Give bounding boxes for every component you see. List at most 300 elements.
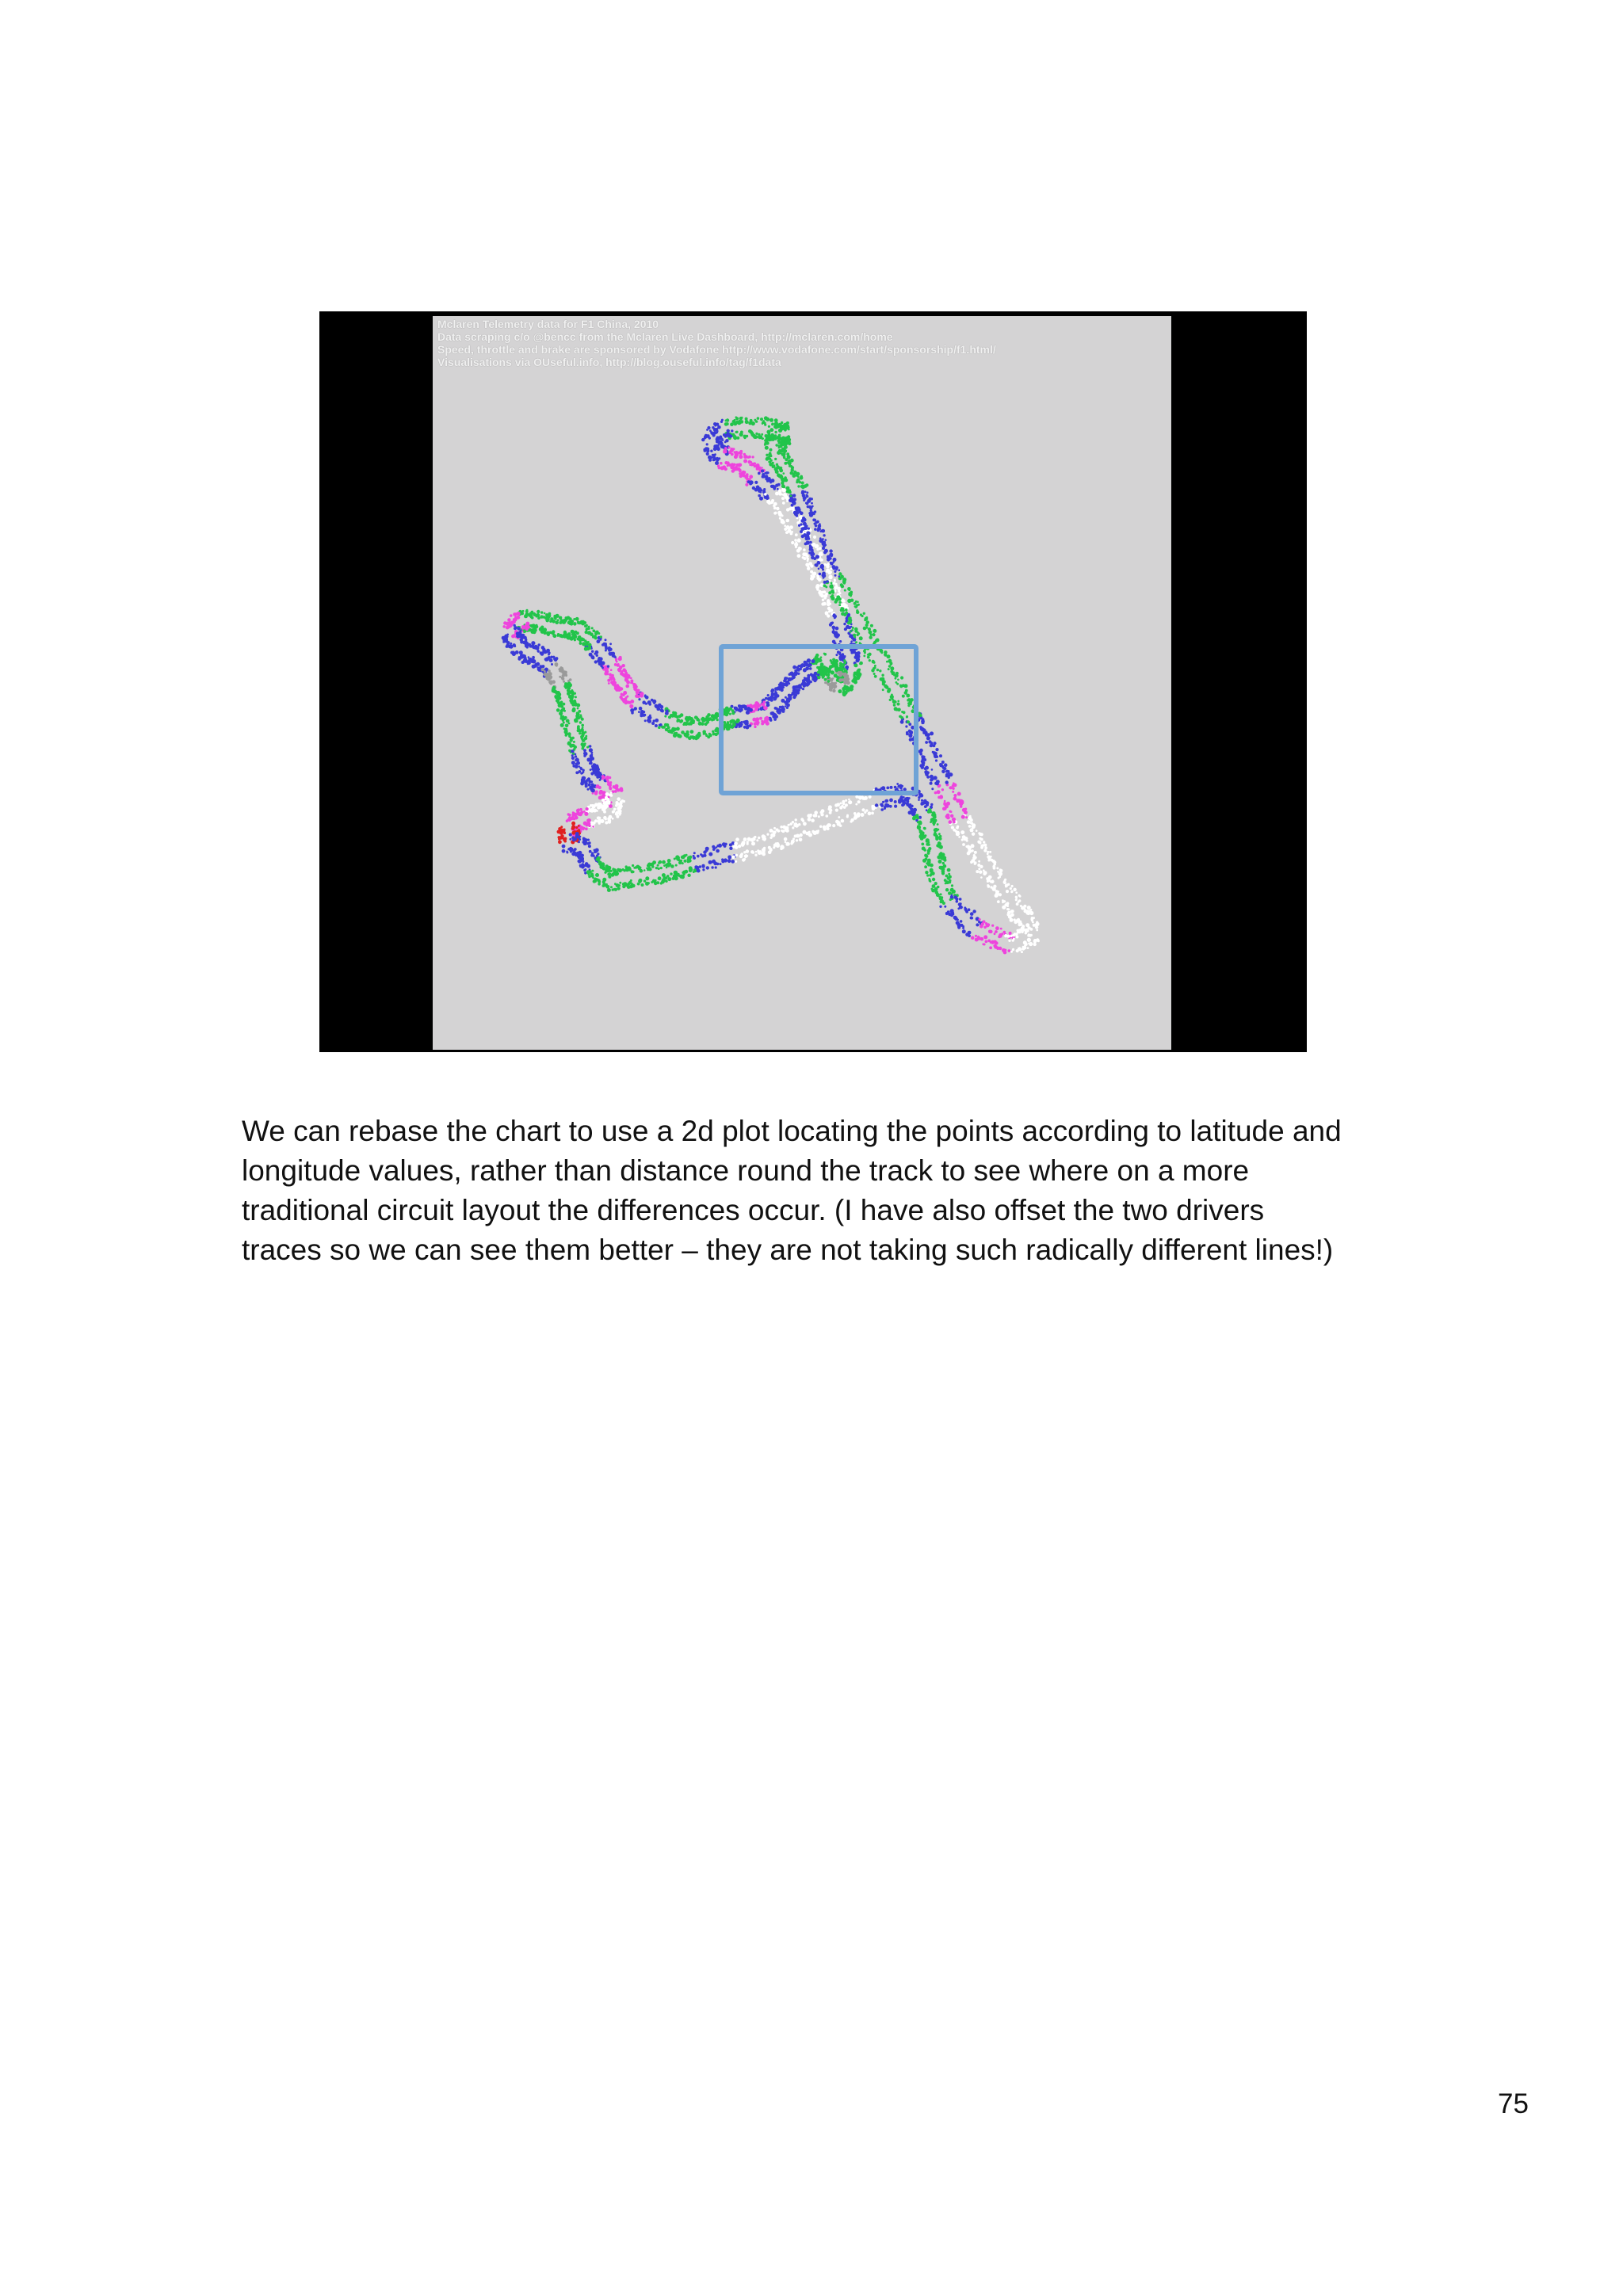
telemetry-dot bbox=[912, 810, 916, 814]
telemetry-dot bbox=[570, 737, 572, 739]
telemetry-dot bbox=[585, 643, 589, 646]
telemetry-dot bbox=[979, 837, 981, 840]
telemetry-dot bbox=[759, 707, 763, 711]
telemetry-dot bbox=[856, 605, 858, 607]
telemetry-dot bbox=[763, 706, 766, 709]
telemetry-dot bbox=[572, 832, 575, 834]
telemetry-dot bbox=[586, 807, 589, 810]
telemetry-dot bbox=[766, 440, 769, 443]
telemetry-dot bbox=[823, 551, 827, 554]
telemetry-dot bbox=[559, 831, 563, 834]
telemetry-dot bbox=[592, 792, 594, 795]
telemetry-dot bbox=[556, 708, 560, 712]
telemetry-dot bbox=[620, 788, 624, 792]
telemetry-dot bbox=[901, 785, 903, 788]
telemetry-dot bbox=[506, 641, 510, 645]
telemetry-dot bbox=[651, 722, 655, 725]
telemetry-dot bbox=[834, 583, 837, 585]
telemetry-dot bbox=[648, 868, 651, 871]
telemetry-dot bbox=[825, 539, 827, 541]
track-trace-svg bbox=[433, 316, 1171, 1050]
telemetry-dot bbox=[962, 927, 964, 929]
plot-header-line: Visualisations via OUseful.info, http://blog.ouseful.info/tag/f1data bbox=[437, 356, 781, 368]
telemetry-dot bbox=[747, 726, 749, 728]
telemetry-dot bbox=[525, 610, 529, 613]
telemetry-dot bbox=[811, 659, 815, 663]
telemetry-dot bbox=[711, 456, 713, 459]
telemetry-dot bbox=[774, 458, 777, 460]
telemetry-dot bbox=[1018, 901, 1020, 903]
telemetry-dot bbox=[886, 661, 888, 663]
telemetry-dot bbox=[952, 784, 955, 788]
telemetry-dot bbox=[922, 718, 925, 721]
telemetry-dot bbox=[857, 800, 861, 803]
telemetry-dot bbox=[899, 685, 903, 688]
telemetry-dot bbox=[945, 888, 949, 891]
telemetry-dot bbox=[571, 822, 575, 826]
telemetry-dot bbox=[647, 700, 651, 704]
telemetry-dot bbox=[787, 842, 790, 845]
telemetry-dot bbox=[749, 475, 753, 479]
telemetry-dot bbox=[773, 827, 776, 830]
telemetry-dot bbox=[734, 707, 737, 710]
telemetry-dot bbox=[693, 852, 696, 854]
telemetry-dot bbox=[617, 872, 619, 875]
telemetry-dot bbox=[827, 563, 830, 565]
telemetry-dot bbox=[896, 708, 899, 711]
telemetry-dot bbox=[812, 505, 814, 508]
telemetry-dot bbox=[770, 711, 774, 715]
telemetry-dot bbox=[819, 523, 821, 525]
telemetry-dot bbox=[701, 438, 705, 441]
telemetry-dot bbox=[918, 799, 920, 801]
telemetry-dot bbox=[665, 880, 667, 883]
telemetry-dot bbox=[699, 865, 702, 868]
telemetry-dot bbox=[867, 656, 870, 659]
telemetry-dot bbox=[619, 814, 621, 816]
telemetry-dot bbox=[671, 727, 674, 730]
telemetry-dot bbox=[826, 565, 829, 568]
telemetry-dot bbox=[856, 814, 860, 818]
telemetry-dot bbox=[738, 726, 740, 728]
telemetry-dot bbox=[727, 429, 730, 433]
telemetry-dot bbox=[751, 463, 754, 466]
telemetry-dot bbox=[1007, 935, 1010, 938]
telemetry-dot bbox=[786, 498, 789, 501]
telemetry-dot bbox=[944, 763, 948, 767]
telemetry-dot bbox=[976, 923, 979, 926]
telemetry-dot bbox=[950, 814, 953, 818]
telemetry-dot bbox=[665, 711, 669, 715]
telemetry-dot bbox=[792, 837, 795, 840]
telemetry-dot bbox=[795, 533, 798, 536]
telemetry-dot bbox=[680, 860, 683, 863]
telemetry-dot bbox=[827, 580, 829, 582]
telemetry-dot bbox=[588, 841, 590, 844]
telemetry-dot bbox=[930, 803, 933, 806]
telemetry-dot bbox=[706, 452, 709, 456]
telemetry-dot bbox=[702, 868, 705, 871]
telemetry-dot bbox=[827, 614, 830, 617]
telemetry-dot bbox=[578, 635, 582, 639]
telemetry-dot bbox=[651, 699, 654, 702]
telemetry-dot bbox=[761, 467, 763, 469]
telemetry-dot bbox=[781, 845, 785, 849]
telemetry-dot bbox=[675, 855, 679, 859]
telemetry-dot bbox=[773, 830, 776, 833]
telemetry-dot bbox=[828, 610, 831, 612]
telemetry-dot bbox=[893, 704, 896, 707]
telemetry-dot bbox=[670, 864, 674, 868]
telemetry-dot bbox=[888, 659, 892, 663]
telemetry-dot bbox=[1008, 940, 1010, 942]
telemetry-dot bbox=[980, 925, 983, 929]
telemetry-dot bbox=[830, 596, 832, 598]
telemetry-dot bbox=[794, 539, 797, 542]
telemetry-dot bbox=[788, 429, 790, 431]
telemetry-dot bbox=[953, 797, 957, 801]
telemetry-dot bbox=[706, 443, 708, 445]
telemetry-dot bbox=[766, 833, 769, 836]
telemetry-dot bbox=[607, 888, 611, 892]
telemetry-dot bbox=[731, 463, 735, 467]
telemetry-dot bbox=[792, 675, 794, 677]
telemetry-dot bbox=[1015, 896, 1018, 898]
telemetry-dot bbox=[716, 440, 720, 443]
telemetry-dot bbox=[586, 779, 589, 782]
telemetry-dot bbox=[858, 795, 862, 799]
telemetry-dot bbox=[619, 882, 621, 884]
telemetry-dot bbox=[587, 818, 591, 822]
telemetry-dot bbox=[769, 829, 773, 833]
telemetry-dot bbox=[808, 818, 812, 822]
telemetry-dot bbox=[828, 805, 832, 809]
telemetry-dot bbox=[545, 657, 549, 661]
telemetry-dot bbox=[643, 869, 646, 871]
telemetry-dot bbox=[782, 502, 785, 505]
telemetry-dot bbox=[949, 879, 952, 883]
telemetry-dot bbox=[942, 868, 945, 871]
telemetry-dot bbox=[573, 700, 576, 703]
telemetry-dot bbox=[771, 423, 773, 425]
telemetry-dot bbox=[596, 786, 599, 789]
telemetry-dot bbox=[645, 882, 649, 886]
telemetry-dot bbox=[761, 469, 764, 472]
telemetry-dot bbox=[943, 802, 945, 804]
telemetry-dot bbox=[1036, 938, 1039, 941]
telemetry-dot bbox=[666, 875, 670, 878]
telemetry-dot bbox=[1006, 908, 1009, 910]
telemetry-dot bbox=[608, 872, 611, 875]
telemetry-dot bbox=[974, 863, 976, 865]
telemetry-dot bbox=[889, 699, 892, 701]
telemetry-dot bbox=[739, 722, 742, 725]
telemetry-dot bbox=[996, 867, 999, 869]
telemetry-dot bbox=[922, 722, 924, 724]
telemetry-dot bbox=[549, 681, 552, 685]
telemetry-dot bbox=[990, 859, 993, 862]
telemetry-dot bbox=[998, 877, 1000, 879]
telemetry-dot bbox=[613, 808, 617, 811]
telemetry-dot bbox=[737, 708, 741, 712]
telemetry-dot bbox=[980, 876, 983, 879]
telemetry-dot bbox=[677, 719, 681, 723]
telemetry-dot bbox=[792, 821, 794, 823]
telemetry-dot bbox=[610, 791, 613, 794]
telemetry-dot bbox=[587, 839, 590, 841]
telemetry-dot bbox=[949, 810, 951, 813]
telemetry-dot bbox=[933, 742, 936, 745]
telemetry-dot bbox=[977, 936, 981, 940]
telemetry-dot bbox=[621, 699, 624, 701]
telemetry-dot bbox=[582, 860, 584, 863]
telemetry-dot bbox=[584, 742, 586, 745]
telemetry-dot bbox=[764, 424, 766, 426]
telemetry-dot bbox=[698, 722, 702, 726]
telemetry-dot bbox=[874, 675, 877, 678]
telemetry-dot bbox=[537, 610, 540, 613]
telemetry-dot bbox=[532, 644, 534, 646]
telemetry-dot bbox=[731, 860, 735, 864]
telemetry-dot bbox=[582, 638, 585, 641]
telemetry-dot bbox=[557, 830, 560, 833]
telemetry-dot bbox=[585, 631, 588, 634]
telemetry-dot bbox=[781, 521, 785, 524]
telemetry-dot bbox=[983, 841, 985, 843]
telemetry-dot bbox=[531, 630, 535, 634]
telemetry-dot bbox=[978, 860, 980, 863]
telemetry-dot bbox=[754, 722, 757, 725]
telemetry-dot bbox=[831, 585, 834, 589]
telemetry-dot bbox=[785, 527, 789, 530]
telemetry-dot bbox=[834, 687, 836, 689]
telemetry-dot bbox=[607, 679, 610, 682]
telemetry-dot bbox=[815, 563, 818, 566]
telemetry-dot bbox=[971, 936, 975, 940]
telemetry-dot bbox=[582, 738, 586, 742]
telemetry-dot bbox=[770, 479, 774, 482]
telemetry-dot bbox=[610, 681, 614, 685]
telemetry-dot bbox=[979, 871, 982, 874]
caption-line: traditional circuit layout the differences occur. (I have also offset the two drivers bbox=[242, 1194, 1265, 1226]
telemetry-dot bbox=[784, 462, 787, 465]
telemetry-dot bbox=[666, 709, 668, 711]
telemetry-dot bbox=[968, 816, 972, 820]
telemetry-dot bbox=[652, 860, 656, 864]
telemetry-dot bbox=[1012, 934, 1015, 937]
telemetry-dot bbox=[731, 856, 735, 860]
telemetry-dot bbox=[1018, 894, 1021, 897]
telemetry-dot bbox=[558, 840, 562, 844]
telemetry-dot bbox=[995, 890, 999, 893]
telemetry-dot bbox=[869, 659, 871, 662]
telemetry-dot bbox=[824, 653, 827, 656]
telemetry-dot bbox=[956, 831, 960, 835]
telemetry-dot bbox=[902, 684, 905, 687]
telemetry-dot bbox=[544, 629, 547, 631]
telemetry-dot bbox=[589, 745, 591, 747]
telemetry-dot bbox=[745, 420, 749, 424]
telemetry-dot bbox=[772, 465, 774, 467]
telemetry-dot bbox=[608, 682, 610, 685]
telemetry-dot bbox=[784, 837, 788, 841]
telemetry-dot bbox=[576, 712, 580, 716]
telemetry-dot bbox=[563, 631, 567, 634]
telemetry-dot bbox=[873, 666, 876, 669]
telemetry-dot bbox=[716, 849, 720, 853]
telemetry-dot bbox=[584, 752, 588, 756]
telemetry-dot bbox=[510, 645, 514, 649]
telemetry-dot bbox=[926, 874, 929, 876]
telemetry-dot bbox=[570, 848, 573, 851]
telemetry-dot bbox=[832, 677, 834, 680]
telemetry-dot bbox=[808, 562, 812, 566]
telemetry-dot bbox=[744, 475, 747, 478]
slide-figure bbox=[319, 311, 1307, 1052]
telemetry-dot bbox=[955, 918, 957, 921]
telemetry-dot bbox=[828, 607, 831, 610]
telemetry-dot bbox=[773, 506, 777, 509]
telemetry-dot bbox=[617, 663, 620, 666]
telemetry-dot bbox=[1027, 906, 1031, 910]
telemetry-dot bbox=[758, 850, 762, 853]
telemetry-dot bbox=[847, 688, 850, 690]
telemetry-dot bbox=[598, 632, 600, 635]
telemetry-dot bbox=[571, 825, 575, 829]
telemetry-dot bbox=[594, 791, 598, 795]
telemetry-dot bbox=[814, 810, 818, 814]
telemetry-dot bbox=[578, 856, 580, 859]
telemetry-dot bbox=[579, 770, 582, 773]
telemetry-dot bbox=[917, 826, 919, 829]
telemetry-dot bbox=[570, 850, 572, 852]
telemetry-dot bbox=[830, 683, 832, 685]
telemetry-dot bbox=[854, 605, 857, 608]
telemetry-dot bbox=[658, 876, 662, 880]
telemetry-dot bbox=[763, 847, 766, 849]
telemetry-dot bbox=[919, 749, 923, 753]
telemetry-dot bbox=[857, 601, 859, 603]
telemetry-dot bbox=[889, 799, 893, 803]
telemetry-dot bbox=[953, 829, 956, 832]
telemetry-dot bbox=[838, 816, 840, 818]
telemetry-dot bbox=[585, 828, 588, 831]
telemetry-dot bbox=[837, 822, 841, 826]
telemetry-dot bbox=[825, 673, 827, 676]
telemetry-dot bbox=[660, 708, 664, 712]
telemetry-dot bbox=[960, 920, 963, 923]
telemetry-dot bbox=[1008, 949, 1011, 952]
telemetry-dot bbox=[615, 813, 618, 816]
telemetry-dot bbox=[711, 719, 713, 721]
telemetry-dot bbox=[713, 429, 716, 432]
telemetry-dot bbox=[838, 689, 842, 693]
telemetry-dot bbox=[763, 839, 766, 841]
telemetry-dot bbox=[748, 429, 752, 433]
telemetry-dot bbox=[868, 627, 871, 631]
telemetry-dot bbox=[959, 906, 963, 910]
telemetry-dot bbox=[938, 845, 941, 849]
telemetry-dot bbox=[748, 421, 751, 425]
telemetry-dot bbox=[727, 860, 731, 864]
telemetry-dot bbox=[853, 634, 856, 637]
telemetry-dot bbox=[959, 898, 962, 901]
telemetry-dot bbox=[815, 830, 819, 833]
telemetry-dot bbox=[748, 460, 752, 464]
page-number: 75 bbox=[1498, 2088, 1529, 2119]
telemetry-dot bbox=[552, 656, 555, 658]
telemetry-dot bbox=[618, 884, 621, 887]
telemetry-dot bbox=[928, 847, 931, 850]
telemetry-dot bbox=[902, 695, 905, 698]
telemetry-dot bbox=[774, 467, 778, 471]
telemetry-dot bbox=[625, 673, 628, 676]
telemetry-dot bbox=[680, 719, 683, 723]
telemetry-dot bbox=[575, 757, 579, 761]
telemetry-dot bbox=[567, 818, 571, 822]
telemetry-dot bbox=[854, 664, 858, 668]
telemetry-dot bbox=[1033, 924, 1036, 927]
telemetry-dot bbox=[538, 669, 541, 672]
telemetry-dot bbox=[675, 864, 678, 867]
telemetry-dot bbox=[903, 803, 905, 806]
telemetry-dot bbox=[638, 698, 640, 700]
telemetry-dot bbox=[972, 910, 976, 913]
telemetry-dot bbox=[1028, 933, 1030, 936]
telemetry-dot bbox=[563, 681, 565, 683]
telemetry-dot bbox=[872, 633, 875, 636]
telemetry-dot bbox=[552, 689, 556, 693]
telemetry-dot bbox=[756, 486, 760, 490]
telemetry-dot bbox=[568, 814, 571, 816]
telemetry-dot bbox=[563, 727, 566, 730]
telemetry-dot bbox=[731, 449, 734, 452]
telemetry-dot bbox=[526, 612, 529, 615]
telemetry-dot bbox=[588, 784, 591, 787]
telemetry-dot bbox=[569, 678, 572, 681]
telemetry-dot bbox=[789, 507, 792, 510]
telemetry-dot bbox=[559, 634, 563, 638]
telemetry-dot bbox=[632, 864, 634, 867]
telemetry-dot bbox=[834, 586, 837, 589]
telemetry-dot bbox=[586, 647, 590, 650]
telemetry-dot bbox=[821, 585, 823, 587]
telemetry-dot bbox=[629, 886, 632, 889]
telemetry-dot bbox=[644, 696, 647, 698]
telemetry-dot bbox=[745, 418, 748, 421]
telemetry-dot bbox=[964, 910, 967, 912]
telemetry-dot bbox=[824, 594, 828, 598]
telemetry-dot bbox=[786, 519, 790, 523]
telemetry-dot bbox=[729, 713, 731, 715]
telemetry-dot bbox=[517, 658, 521, 661]
telemetry-dot bbox=[857, 658, 860, 661]
telemetry-dot bbox=[526, 645, 529, 647]
telemetry-dot bbox=[1009, 917, 1011, 919]
telemetry-dot bbox=[557, 633, 559, 635]
telemetry-dot bbox=[591, 852, 594, 854]
telemetry-dot bbox=[754, 419, 756, 421]
telemetry-dot bbox=[611, 677, 614, 680]
telemetry-dot bbox=[743, 726, 747, 729]
telemetry-dot bbox=[933, 824, 935, 826]
telemetry-dot bbox=[921, 799, 923, 802]
telemetry-dot bbox=[897, 700, 899, 703]
telemetry-dot bbox=[594, 660, 598, 663]
telemetry-dot bbox=[979, 918, 981, 921]
telemetry-dot bbox=[1030, 928, 1033, 931]
telemetry-dot bbox=[848, 799, 850, 801]
